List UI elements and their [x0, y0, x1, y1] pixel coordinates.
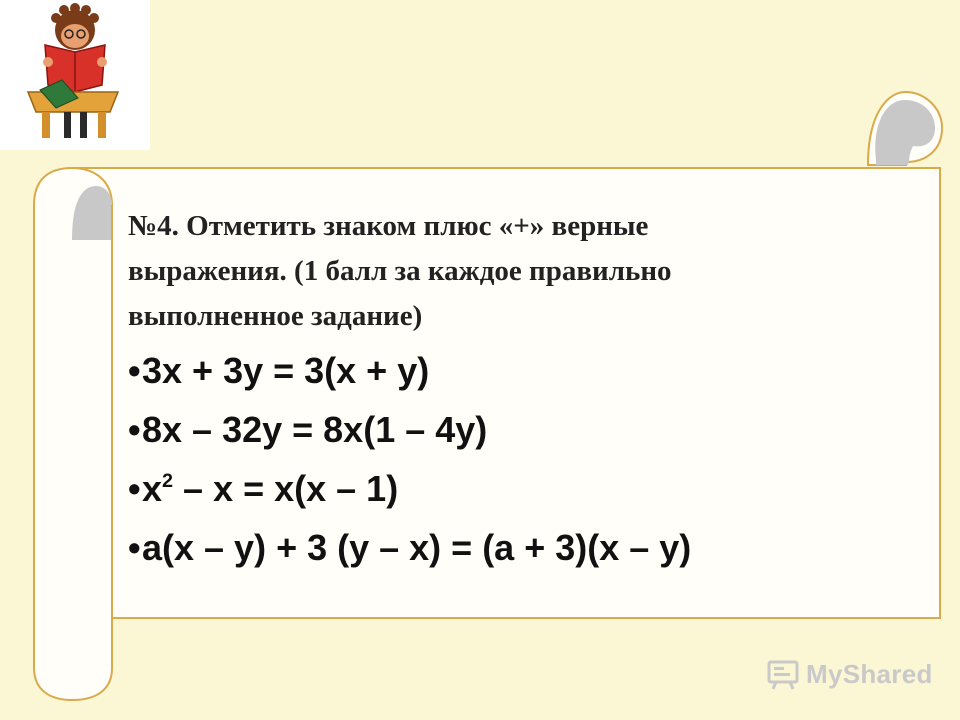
expression-text: а(х – у) + 3 (у – х) = (а + 3)(х – у) — [142, 527, 692, 568]
exponent: 2 — [162, 470, 174, 493]
task-content — [128, 204, 928, 577]
reading-student-icon — [0, 0, 150, 150]
heading-line: №4. Отметить знаком плюс «+» верные — [128, 210, 649, 242]
expression-rest: – х = х(х – 1) — [173, 468, 399, 509]
bullet: • — [128, 527, 141, 568]
expression-text: 3х + 3у = 3(х + у) — [142, 350, 430, 391]
bullet: • — [128, 409, 141, 450]
expression-text: 8х – 32у = 8х(1 – 4у) — [142, 409, 488, 450]
task-heading — [128, 204, 928, 339]
expression-base: х — [142, 468, 163, 509]
bullet: • — [128, 468, 141, 509]
heading-line: выполненное задание) — [128, 300, 423, 332]
watermark-text: MyShared — [806, 658, 933, 689]
expression-item — [128, 459, 928, 518]
expression-item — [128, 400, 928, 459]
expression-list — [128, 341, 928, 577]
expression-item — [128, 518, 928, 577]
bullet: • — [128, 350, 141, 391]
heading-line: выражения. (1 балл за каждое правильно — [128, 255, 672, 287]
expression-text — [142, 459, 398, 518]
chalkboard-icon — [766, 657, 800, 691]
expression-item — [128, 341, 928, 400]
watermark[interactable] — [766, 654, 933, 694]
